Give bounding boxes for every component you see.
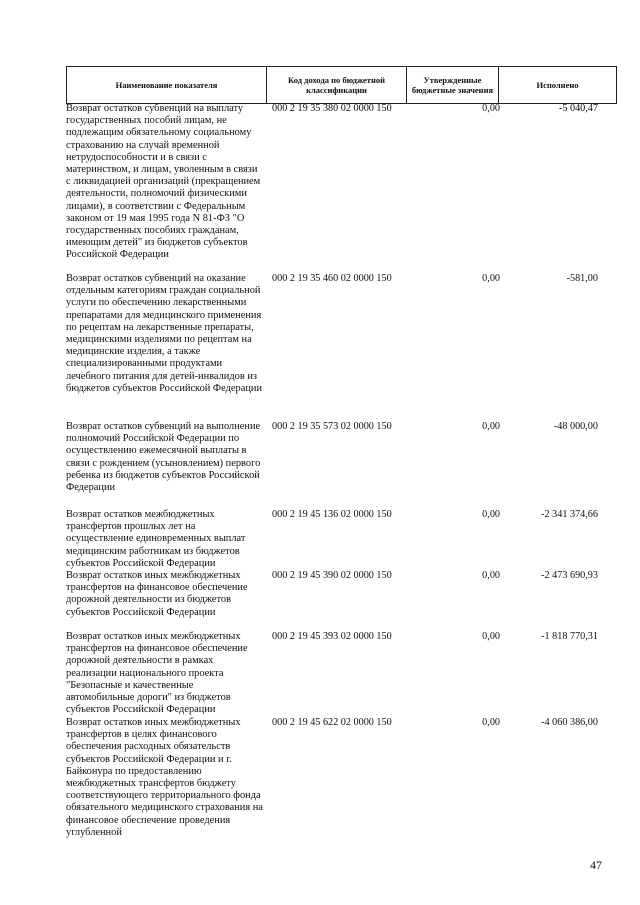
row-code: 000 2 19 45 390 02 0000 150 <box>272 570 392 581</box>
row-code: 000 2 19 45 393 02 0000 150 <box>272 631 392 642</box>
row-executed: -4 060 386,00 <box>541 717 598 728</box>
row-executed: -2 341 374,66 <box>541 509 598 520</box>
row-code: 000 2 19 45 622 02 0000 150 <box>272 717 392 728</box>
header-approved: Утвержденные бюджетные значения <box>407 67 499 104</box>
row-executed: -581,00 <box>566 273 598 284</box>
row-executed: -1 818 770,31 <box>541 631 598 642</box>
row-approved: 0,00 <box>482 103 500 114</box>
row-approved: 0,00 <box>482 421 500 432</box>
row-approved: 0,00 <box>482 509 500 520</box>
table-header <box>66 66 617 104</box>
row-code: 000 2 19 35 573 02 0000 150 <box>272 421 392 432</box>
row-name: Возврат остатков иных межбюджетных трансфертов в целях финансового обеспечения расходных обязательств субъектов Российской Федерации и г. Байконура по предоставлению межбюджетных трансфертов бюджету соответствующего территориального фонда обязательного медицинского страхования на финансовое обеспечение проведения углубленной <box>66 717 263 838</box>
row-name: Возврат остатков субвенций на выполнение полномочий Российской Федерации по осуществлению ежемесячной выплаты в связи с рождением (усыновлением) первого ребенка из бюджетов субъектов Российской Федерации <box>66 421 261 494</box>
row-executed: -48 000,00 <box>553 421 598 432</box>
row-name: Возврат остатков субвенций на выплату государственных пособий лицам, не подлежащим обязательному социальному страхованию на случай временной нетрудоспособности и в связи с материнством, и лицам, уволенным в связи с ликвидацией организаций (прекращением деятельности, полномочий физическими лицами), в соответствии с Федеральным законом от 19 мая 1995 года N 81-ФЗ "О государственных пособиях гражданам, имеющим детей" из бюджетов субъектов Российской Федерации <box>66 103 261 261</box>
row-code: 000 2 19 35 380 02 0000 150 <box>272 103 392 114</box>
row-approved: 0,00 <box>482 273 500 284</box>
row-name: Возврат остатков субвенций на оказание отдельным категориям граждан социальной услуги по обеспечению лекарственными препаратами для медицинского применения по рецептам на лекарственные препараты, медицинскими изделиями по рецептам на медицинские изделия, а также специализированными продуктами лечебного питания для детей-инвалидов из бюджетов субъектов Российской Федерации <box>66 273 262 394</box>
row-approved: 0,00 <box>482 631 500 642</box>
row-executed: -2 473 690,93 <box>541 570 598 581</box>
row-approved: 0,00 <box>482 570 500 581</box>
row-name: Возврат остатков межбюджетных трансфертов прошлых лет на осуществление единовременных выплат медицинским работникам из бюджетов субъектов Российской Федерации <box>66 509 246 569</box>
header-executed: Исполнено <box>499 67 617 104</box>
row-code: 000 2 19 45 136 02 0000 150 <box>272 509 392 520</box>
page-number: 47 <box>590 858 602 872</box>
row-name: Возврат остатков иных межбюджетных трансфертов на финансовое обеспечение дорожной деятельности в рамках реализации национального проекта "Безопасные и качественные автомобильные дороги" из бюджетов субъектов Российской Федерации <box>66 631 248 716</box>
row-approved: 0,00 <box>482 717 500 728</box>
row-executed: -5 040,47 <box>558 103 598 114</box>
header-code: Код дохода по бюджетной классификации <box>267 67 407 104</box>
row-code: 000 2 19 35 460 02 0000 150 <box>272 273 392 284</box>
header-name: Наименование показателя <box>67 67 267 104</box>
row-name: Возврат остатков иных межбюджетных трансфертов на финансовое обеспечение дорожной деятельности из бюджетов субъектов Российской Федерации <box>66 570 248 618</box>
